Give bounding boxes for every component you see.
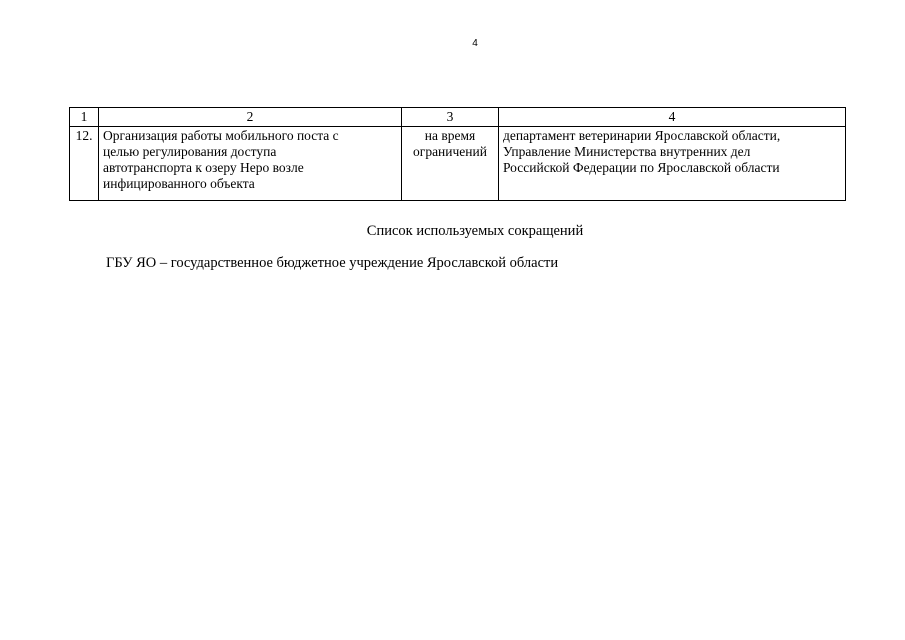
header-cell-1: 1 (70, 108, 99, 127)
table-header-row (70, 108, 846, 127)
row-number-cell: 12. (70, 127, 99, 201)
measures-table (69, 107, 846, 201)
page-number: 4 (472, 38, 478, 49)
header-cell-2: 2 (99, 108, 402, 127)
executors-cell: департамент ветеринарии Ярославской области, Управление Министерства внутренних дел Российской Федерации по Ярославской области (499, 127, 846, 201)
abbreviation-item: ГБУ ЯО – государственное бюджетное учреждение Ярославской области (106, 255, 559, 271)
action-cell: Организация работы мобильного поста с целью регулирования доступа автотранспорта к озеру Неро возле инфицированного объекта (99, 127, 402, 201)
table-row (70, 127, 846, 201)
header-cell-4: 4 (499, 108, 846, 127)
header-cell-3: 3 (402, 108, 499, 127)
abbreviations-title: Список используемых сокращений (366, 223, 584, 239)
term-cell: на время ограничений (402, 127, 499, 201)
